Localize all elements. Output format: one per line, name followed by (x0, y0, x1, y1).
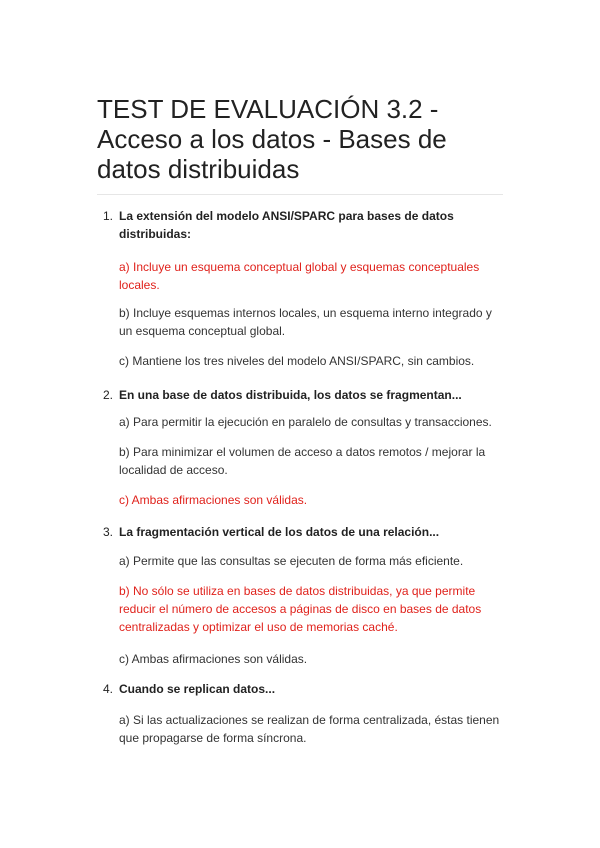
answer-option: b) Incluye esquemas internos locales, un esquema interno integrado y un esquema conceptual global. (119, 306, 492, 338)
answer-option: a) Permite que las consultas se ejecuten de forma más eficiente. (119, 554, 464, 568)
answer-option: a) Para permitir la ejecución en paralelo de consultas y transacciones. (119, 415, 492, 429)
title-divider (97, 194, 503, 195)
answer-option: c) Ambas afirmaciones son válidas. (119, 493, 308, 507)
answer-option: b) No sólo se utiliza en bases de datos distribuidas, ya que permite reducir el número de accesos a páginas de disco en bases de datos centralizadas y optimizar el uso de memorias caché. (119, 584, 482, 634)
answer-option: a) Si las actualizaciones se realizan de forma centralizada, éstas tienen que propagarse de forma síncrona. (119, 713, 500, 745)
question-number: 2. (103, 388, 114, 402)
question-text: La fragmentación vertical de los datos de una relación... (119, 525, 440, 539)
answer-option: b) Para minimizar el volumen de acceso a datos remotos / mejorar la localidad de acceso. (119, 445, 486, 477)
answer-option: c) Ambas afirmaciones son válidas. (119, 652, 308, 666)
question-text: La extensión del modelo ANSI/SPARC para bases de datos distribuidas: (119, 209, 454, 241)
answer-option: a) Incluye un esquema conceptual global y esquemas conceptuales locales. (119, 260, 480, 292)
answer-option: c) Mantiene los tres niveles del modelo ANSI/SPARC, sin cambios. (119, 354, 475, 368)
document-title: TEST DE EVALUACIÓN 3.2 - Acceso a los datos - Bases de datos distribuidas (97, 94, 447, 184)
question-number: 3. (103, 525, 114, 539)
question-text: Cuando se replican datos... (119, 682, 276, 696)
question-number: 4. (103, 682, 114, 696)
question-text: En una base de datos distribuida, los datos se fragmentan... (119, 388, 462, 402)
question-number: 1. (103, 209, 114, 223)
